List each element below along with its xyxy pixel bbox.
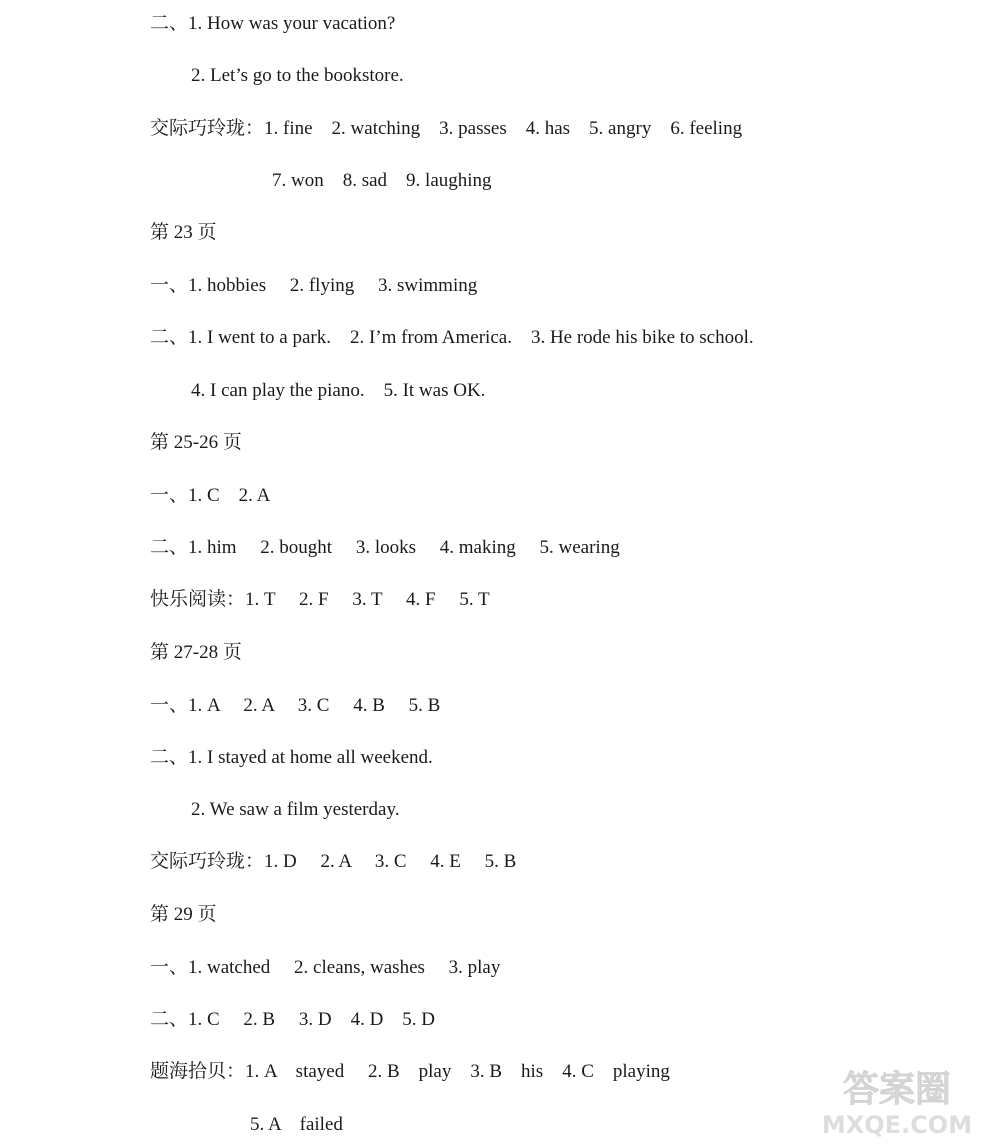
answer-line-3: 交际巧玲珑：1. fine 2. watching 3. passes 4. has 5. angry 6. feeling (150, 118, 743, 139)
answer-line-20: 二、1. C 2. B 3. D 4. D 5. D (150, 1009, 436, 1030)
answer-line-12: 快乐阅读：1. T 2. F 3. T 4. F 5. T (150, 589, 490, 610)
answer-line-17: 交际巧玲珑：1. D 2. A 3. C 4. E 5. B (150, 851, 517, 872)
section-heading-page-27-28: 第 27-28 页 (150, 642, 242, 663)
answer-line-1: 二、1. How was your vacation? (150, 13, 396, 34)
answer-line-10: 一、1. C 2. A (150, 485, 271, 506)
answer-line-7: 二、1. I went to a park. 2. I’m from America. 3. He rode his bike to school. (150, 327, 754, 348)
answer-line-22: 5. A failed (250, 1114, 343, 1135)
answer-line-11: 二、1. him 2. bought 3. looks 4. making 5. wearing (150, 537, 620, 558)
section-heading-page-23: 第 23 页 (150, 222, 217, 243)
answer-line-15: 二、1. I stayed at home all weekend. (150, 747, 433, 768)
answer-line-4: 7. won 8. sad 9. laughing (272, 170, 492, 191)
answer-line-8: 4. I can play the piano. 5. It was OK. (191, 380, 486, 401)
answer-line-16: 2. We saw a film yesterday. (191, 799, 400, 820)
watermark-logo (802, 1059, 992, 1139)
watermark-logo-text: 答案圈 (842, 1069, 952, 1110)
watermark-site-text: MXQE.COM (821, 1111, 973, 1139)
answer-line-14: 一、1. A 2. A 3. C 4. B 5. B (150, 695, 441, 716)
section-heading-page-25-26: 第 25-26 页 (150, 432, 242, 453)
section-heading-page-29: 第 29 页 (150, 904, 217, 925)
answer-line-2: 2. Let’s go to the bookstore. (191, 65, 404, 86)
answer-line-19: 一、1. watched 2. cleans, washes 3. play (150, 957, 501, 978)
answer-line-6: 一、1. hobbies 2. flying 3. swimming (150, 275, 478, 296)
answer-line-21: 题海拾贝：1. A stayed 2. B play 3. B his 4. C playing (150, 1061, 670, 1082)
